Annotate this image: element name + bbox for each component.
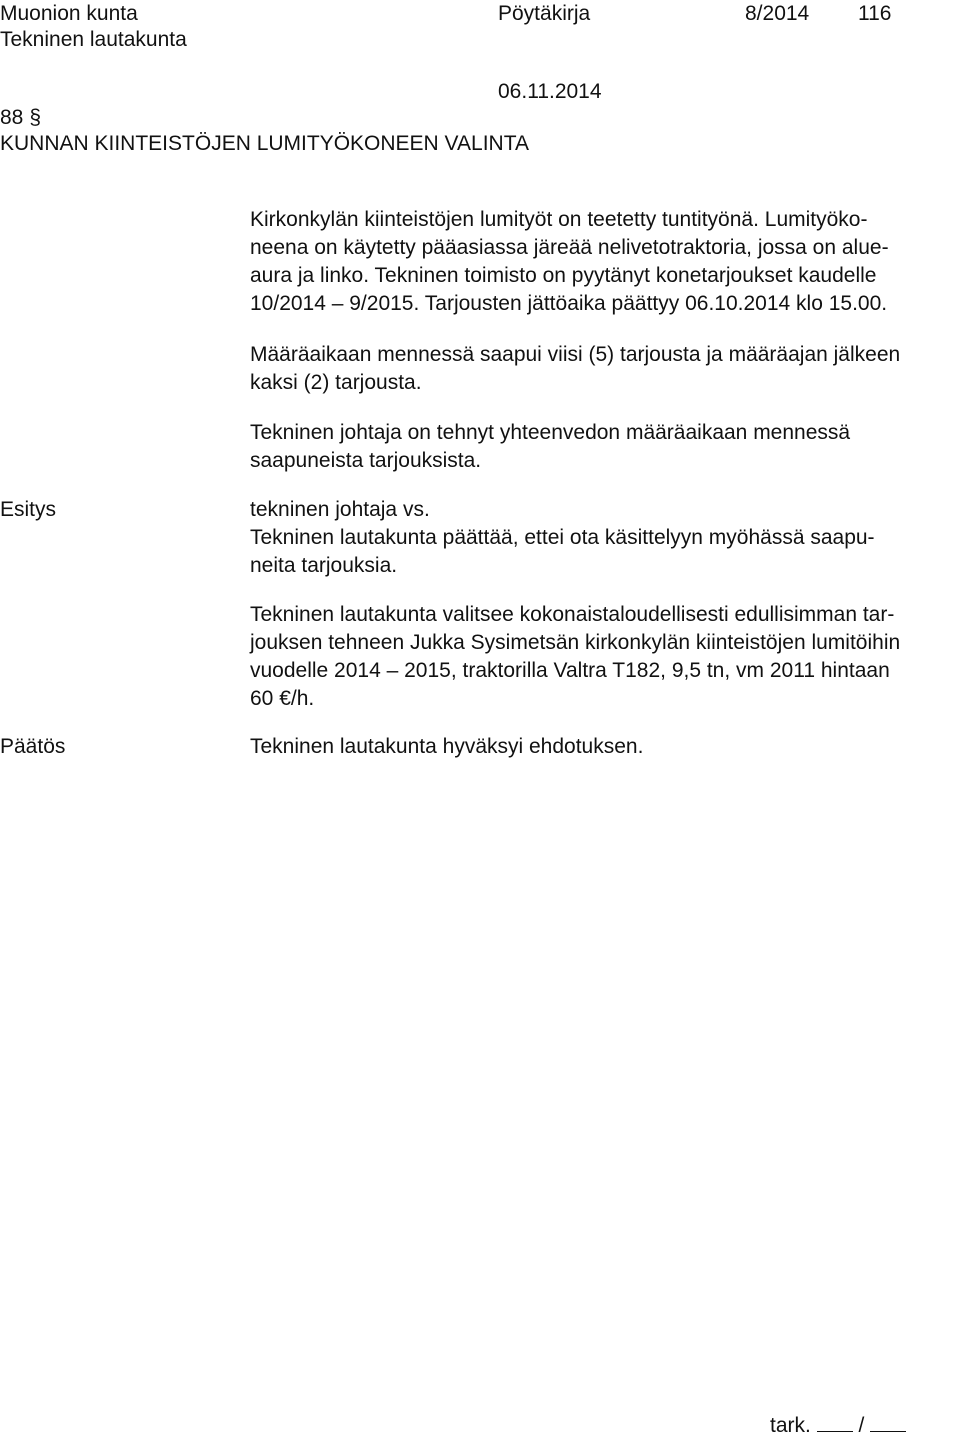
text-line: 10/2014 – 9/2015. Tarjousten jättöaika päättyy 06.10.2014 klo 15.00. [250,292,888,315]
text-line: Määräaikaan mennessä saapui viisi (5) tarjousta ja määräajan jälkeen [250,343,901,366]
text-line: Tekninen lautakunta päättää, ettei ota käsittelyyn myöhässä saapu- [250,526,875,549]
initials-blank-1 [817,1411,853,1432]
committee-name: Tekninen lautakunta [0,28,187,51]
text-line: 60 €/h. [250,687,315,710]
proposal-text [250,496,875,580]
body-paragraph-1 [250,206,889,318]
tark-footer [770,1411,906,1440]
tark-separator: / [858,1414,865,1437]
text-line: Tekninen lautakunta valitsee kokonaistaloudellisesti edullisimman tar- [250,603,895,626]
text-line: jouksen tehneen Jukka Sysimetsän kirkonkylän kiinteistöjen lumitöihin [250,631,901,654]
text-line: saapuneista tarjouksista. [250,449,482,472]
municipality-name: Muonion kunta [0,2,138,25]
tark-label: tark. [770,1414,811,1437]
text-line: vuodelle 2014 – 2015, traktorilla Valtra T182, 9,5 tn, vm 2011 hintaan [250,659,890,682]
proposal-paragraph-2 [250,601,900,713]
decision-text: Tekninen lautakunta hyväksyi ehdotuksen. [250,735,644,758]
body-paragraph-2 [250,341,900,397]
section-symbol: § [29,106,42,129]
text-line: Kirkonkylän kiinteistöjen lumityöt on teetetty tuntityönä. Lumityöko- [250,208,868,231]
text-line: kaksi (2) tarjousta. [250,371,422,394]
document-type: Pöytäkirja [498,2,591,25]
text-line: tekninen johtaja vs. [250,498,430,521]
text-line: neena on käytetty pääasiassa järeää nelivetotraktoria, jossa on alue- [250,236,889,259]
initials-blank-2 [870,1411,906,1432]
meeting-date: 06.11.2014 [498,80,602,103]
section-number: 88 [0,106,24,129]
section-number-line [0,104,41,132]
page-number: 116 [858,2,892,25]
text-line: Tekninen johtaja on tehnyt yhteenvedon määräaikaan mennessä [250,421,851,444]
issue-number: 8/2014 [745,2,810,25]
text-line: neita tarjouksia. [250,554,398,577]
proposal-label: Esitys [0,498,57,521]
decision-label: Päätös [0,735,66,758]
section-title: KUNNAN KIINTEISTÖJEN LUMITYÖKONEEN VALINTA [0,132,529,155]
text-line: aura ja linko. Tekninen toimisto on pyytänyt konetarjoukset kaudelle [250,264,877,287]
body-paragraph-3 [250,419,850,475]
